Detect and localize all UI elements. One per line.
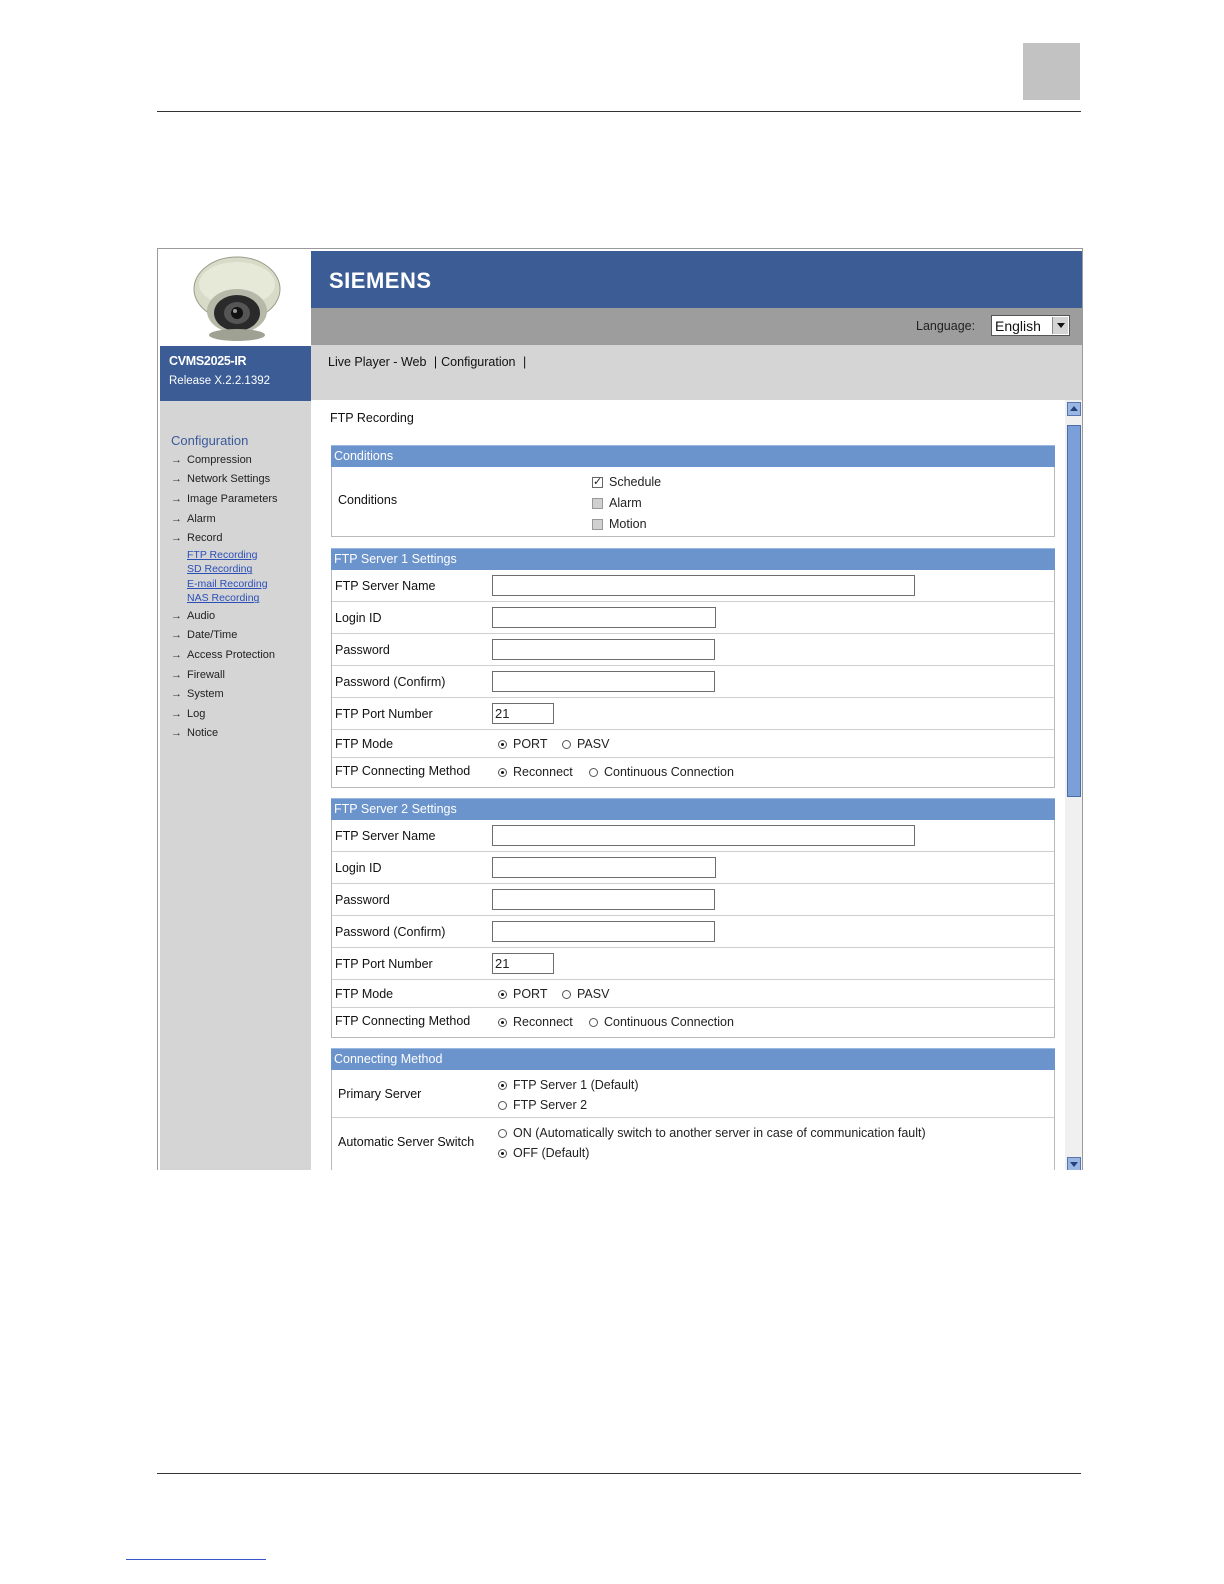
server2-login-input[interactable] — [492, 857, 716, 878]
nav-item-date-time[interactable] — [171, 626, 311, 646]
nav-item-label: Access Protection — [187, 648, 276, 661]
language-select[interactable] — [991, 315, 1070, 336]
arrow-right-icon: → — [171, 532, 182, 545]
radio-unselected-icon — [498, 1129, 507, 1138]
checkbox-checked-icon: ✓ — [593, 475, 603, 488]
section-connecting — [331, 1070, 1055, 1170]
port-label: FTP Port Number — [335, 707, 433, 721]
row-port — [332, 698, 1054, 730]
auto-switch-label: Automatic Server Switch — [338, 1135, 475, 1149]
radio-label: OFF (Default) — [513, 1146, 590, 1160]
section-server2 — [331, 820, 1055, 1038]
arrow-right-icon: → — [171, 512, 182, 525]
row-method — [332, 1008, 1054, 1036]
radio-label: ON (Automatically switch to another server in case of communication fault) — [513, 1126, 926, 1140]
page-title: FTP Recording — [330, 411, 414, 425]
section-server1-heading: FTP Server 1 Settings — [331, 548, 1055, 570]
section-server1 — [331, 570, 1055, 788]
menu-live-player[interactable]: Live Player - Web — [328, 355, 427, 369]
method-label: FTP Connecting Method — [335, 764, 471, 778]
row-password — [332, 884, 1054, 916]
device-release: Release X.2.2.1392 — [169, 375, 271, 387]
row-server-name — [332, 570, 1054, 602]
radio-label: Continuous Connection — [604, 1015, 734, 1029]
section-connecting-heading: Connecting Method — [331, 1048, 1055, 1070]
sidebar — [160, 251, 311, 1170]
row-auto-switch — [332, 1118, 1054, 1170]
radio-unselected-icon — [589, 768, 598, 777]
device-info — [160, 346, 311, 401]
device-model: CVMS2025-IR — [169, 354, 247, 368]
radio-label: FTP Server 2 — [513, 1098, 588, 1112]
login-id-label: Login ID — [335, 861, 382, 875]
server1-name-input[interactable] — [492, 575, 915, 596]
radio-label: PASV — [577, 737, 610, 751]
scroll-thumb[interactable] — [1067, 425, 1081, 797]
row-login-id — [332, 852, 1054, 884]
radio-unselected-icon — [589, 1018, 598, 1027]
conditions-label: Conditions — [338, 493, 398, 507]
arrow-right-icon: → — [171, 648, 182, 661]
camera-image — [160, 251, 311, 346]
nav-item-notice[interactable] — [171, 724, 311, 744]
nav-title: Configuration — [171, 433, 249, 448]
server1-mode-pasv-radio[interactable] — [562, 737, 609, 751]
radio-selected-icon — [498, 740, 507, 749]
checkbox-label: Alarm — [609, 496, 642, 510]
brand-logo: SIEMENS — [329, 268, 432, 293]
server1-password-input[interactable] — [492, 639, 715, 660]
section-conditions-heading: Conditions — [331, 445, 1055, 467]
server1-login-input[interactable] — [492, 607, 716, 628]
menu-configuration[interactable]: Configuration — [441, 355, 516, 369]
nav-sub-sd-recording[interactable]: SD Recording — [187, 563, 253, 576]
server-name-label: FTP Server Name — [335, 579, 436, 593]
nav-item-image-parameters[interactable] — [171, 489, 311, 509]
arrow-right-icon: → — [171, 668, 182, 681]
nav-item-label: Notice — [187, 727, 219, 740]
mode-label: FTP Mode — [335, 737, 394, 751]
server2-name-input[interactable] — [492, 825, 915, 846]
row-primary-server — [332, 1070, 1054, 1118]
mode-label: FTP Mode — [335, 987, 394, 1001]
method-label: FTP Connecting Method — [335, 1014, 471, 1028]
vertical-scrollbar[interactable] — [1065, 400, 1083, 1170]
section-conditions — [331, 467, 1055, 537]
radio-label: PASV — [577, 987, 610, 1001]
radio-selected-icon — [498, 768, 507, 777]
language-label: Language: — [916, 319, 976, 333]
radio-label: PORT — [513, 987, 548, 1001]
password-label: Password — [335, 643, 390, 657]
password-confirm-label: Password (Confirm) — [335, 925, 446, 939]
radio-label: FTP Server 1 (Default) — [513, 1078, 639, 1092]
checkbox-motion[interactable] — [592, 517, 647, 531]
nav-sub-ftp-recording[interactable]: FTP Recording — [187, 548, 258, 561]
menu-bar — [311, 345, 1083, 400]
checkbox-label: Schedule — [609, 475, 662, 489]
menu-separator: | — [433, 355, 438, 369]
checkbox-unchecked-icon — [592, 498, 603, 509]
row-server-name — [332, 820, 1054, 852]
server1-port-input[interactable]: 21 — [492, 703, 554, 724]
row-password — [332, 634, 1054, 666]
menu-separator: | — [523, 355, 527, 369]
checkbox-unchecked-icon — [592, 519, 603, 530]
row-password-confirm — [332, 916, 1054, 948]
checkbox-alarm[interactable] — [592, 496, 642, 510]
nav-item-label: Log — [187, 707, 206, 720]
primary-server-label: Primary Server — [338, 1087, 422, 1101]
nav-sub-nas-recording[interactable]: NAS Recording — [187, 592, 260, 605]
nav-item-label: Audio — [187, 609, 216, 622]
auto-switch-on-radio[interactable] — [498, 1126, 926, 1140]
top-menu — [328, 355, 530, 369]
chevron-down-icon[interactable] — [1052, 317, 1068, 334]
checkbox-label: Motion — [609, 517, 647, 531]
login-id-label: Login ID — [335, 611, 382, 625]
checkbox-schedule[interactable] — [592, 475, 661, 489]
web-ui-screenshot — [157, 248, 1083, 1170]
server-name-label: FTP Server Name — [335, 829, 436, 843]
row-mode — [332, 730, 1054, 758]
server1-method-continuous-radio[interactable] — [589, 765, 734, 779]
radio-selected-icon — [498, 1081, 507, 1090]
scroll-up-icon[interactable] — [1067, 402, 1081, 416]
nav-item-system[interactable] — [171, 684, 311, 704]
arrow-right-icon: → — [171, 727, 182, 740]
arrow-right-icon: → — [171, 492, 182, 505]
dome-camera-icon — [160, 251, 311, 346]
password-label: Password — [335, 893, 390, 907]
primary-server-2-radio[interactable] — [498, 1098, 587, 1112]
row-method — [332, 758, 1054, 786]
radio-selected-icon — [498, 1149, 507, 1158]
corner-tab-box — [1023, 43, 1080, 100]
header-rule — [157, 111, 1081, 112]
port-label: FTP Port Number — [335, 957, 433, 971]
nav-item-label: System — [187, 688, 224, 701]
server2-password-input[interactable] — [492, 889, 715, 910]
server1-password-confirm-input[interactable] — [492, 671, 715, 692]
nav-item-label: Network Settings — [187, 473, 271, 486]
footer-rule — [157, 1473, 1081, 1474]
nav-item-alarm[interactable] — [171, 509, 311, 529]
radio-unselected-icon — [562, 740, 571, 749]
radio-unselected-icon — [498, 1101, 507, 1110]
nav-item-label: Date/Time — [187, 629, 238, 642]
nav-item-audio[interactable] — [171, 606, 311, 626]
server1-method-reconnect-radio[interactable] — [498, 765, 573, 779]
radio-label: Reconnect — [513, 1015, 573, 1029]
radio-label: Reconnect — [513, 765, 573, 779]
section-server2-heading: FTP Server 2 Settings — [331, 798, 1055, 820]
arrow-right-icon: → — [171, 609, 182, 622]
server2-mode-pasv-radio[interactable] — [562, 987, 609, 1001]
nav-item-log[interactable] — [171, 704, 311, 724]
server2-port-input[interactable]: 21 — [492, 953, 554, 974]
nav-item-firewall[interactable] — [171, 665, 311, 685]
arrow-right-icon: → — [171, 688, 182, 701]
arrow-right-icon: → — [171, 473, 182, 486]
row-port — [332, 948, 1054, 980]
nav-item-network-settings[interactable] — [171, 470, 311, 490]
row-mode — [332, 980, 1054, 1008]
server2-mode-port-radio[interactable] — [498, 987, 548, 1001]
scroll-down-icon[interactable] — [1067, 1157, 1081, 1170]
primary-server-1-radio[interactable] — [498, 1078, 639, 1092]
server2-method-reconnect-radio[interactable] — [498, 1015, 573, 1029]
nav-item-record[interactable] — [171, 528, 311, 548]
main-content — [311, 400, 1065, 1170]
brand-bar — [311, 251, 1083, 308]
nav-item-label: Alarm — [187, 512, 216, 525]
arrow-right-icon: → — [171, 707, 182, 720]
radio-label: PORT — [513, 737, 548, 751]
row-password-confirm — [332, 666, 1054, 698]
radio-selected-icon — [498, 1018, 507, 1027]
radio-label: Continuous Connection — [604, 765, 734, 779]
nav-sub-email-recording[interactable]: E-mail Recording — [187, 577, 268, 590]
config-nav — [171, 450, 311, 743]
language-bar — [311, 308, 1083, 345]
server1-mode-port-radio[interactable] — [498, 737, 548, 751]
server2-password-confirm-input[interactable] — [492, 921, 715, 942]
arrow-right-icon: → — [171, 453, 182, 466]
server2-method-continuous-radio[interactable] — [589, 1015, 734, 1029]
arrow-right-icon: → — [171, 629, 182, 642]
auto-switch-off-radio[interactable] — [498, 1146, 589, 1160]
nav-item-label: Firewall — [187, 668, 225, 681]
nav-item-label: Image Parameters — [187, 492, 278, 505]
row-login-id — [332, 602, 1054, 634]
nav-item-label: Compression — [187, 453, 252, 466]
nav-item-access-protection[interactable] — [171, 645, 311, 665]
radio-unselected-icon — [562, 990, 571, 999]
nav-item-label: Record — [187, 532, 223, 545]
radio-selected-icon — [498, 990, 507, 999]
language-value: English — [995, 318, 1041, 334]
password-confirm-label: Password (Confirm) — [335, 675, 446, 689]
nav-item-compression[interactable] — [171, 450, 311, 470]
footer-link-underline — [126, 1559, 266, 1560]
